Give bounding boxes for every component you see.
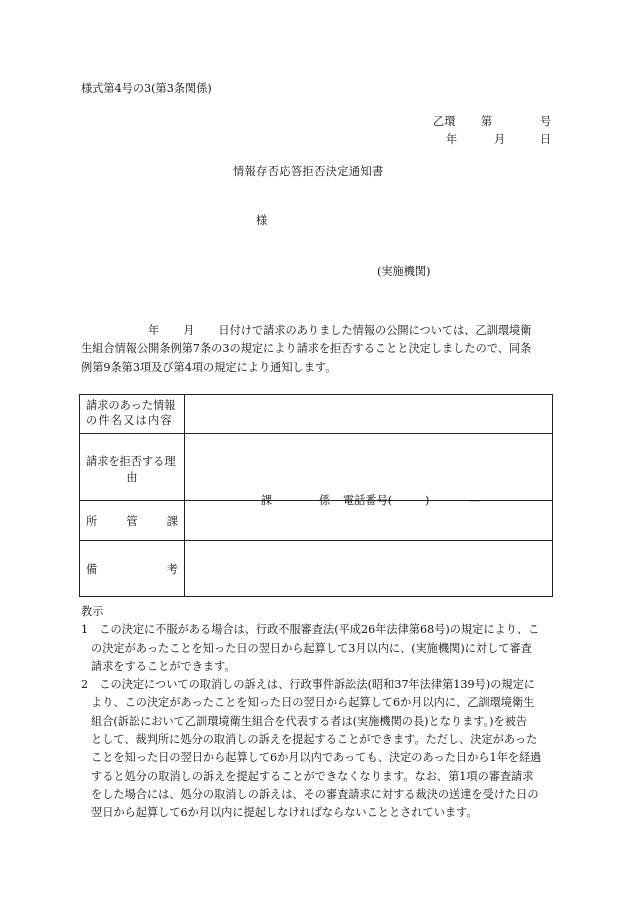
date-day: 日	[540, 133, 552, 146]
department-value	[185, 494, 553, 541]
date-year: 年	[446, 133, 458, 146]
label-line: 請求を拒否する理	[86, 455, 176, 468]
instructions-heading: 教示	[81, 605, 104, 618]
doc-no-mid: 第	[481, 115, 493, 128]
request-details-table	[79, 394, 553, 597]
note-2-line: をした場合には、処分の取消しの訴えは、その審査請求に対する裁決の送達を受けた日の	[91, 787, 539, 801]
date-month: 月	[494, 133, 506, 146]
dept-ka: 課	[261, 494, 273, 507]
requested-info-value	[185, 395, 553, 434]
phone-label: 電話番号(	[343, 494, 393, 507]
body-year: 年	[148, 324, 160, 337]
appeal-instructions	[81, 603, 556, 823]
note-2-line: より、この決定があったことを知った日の翌日から起算して6か月以内に、乙訓環境衛生	[91, 696, 535, 710]
note-1-line: 請求をすることができます。	[91, 659, 236, 673]
remarks-char-1: 備	[86, 562, 98, 576]
department-label	[80, 501, 185, 541]
remarks-value	[185, 541, 553, 597]
table-row	[80, 434, 553, 501]
remarks-label	[80, 541, 185, 597]
dept-kakari: 係	[319, 494, 331, 507]
table-row	[80, 395, 553, 434]
remarks-char-2: 考	[166, 562, 178, 576]
form-number: 様式第4号の3(第3条関係)	[81, 82, 212, 95]
note-1-line: 1 この決定に不服がある場合は、行政不服審査法(平成26年法律第68号)の規定により、こ	[81, 623, 540, 637]
table-row	[80, 541, 553, 597]
note-2-line: 2 この決定についての取消しの訴えは、行政事件訴訟法(昭和37年法律第139号)の規定に	[81, 678, 535, 692]
document-title: 情報存否応答拒否決定通知書	[233, 165, 384, 178]
requested-info-label	[80, 395, 185, 434]
refusal-reason-value	[185, 434, 553, 501]
label-line: 請求のあった情報	[86, 399, 176, 412]
addressee-honorific: 様	[256, 214, 268, 227]
body-month: 月	[183, 324, 195, 337]
notification-body	[81, 322, 553, 377]
note-1-line: の決定があったことを知った日の翌日から起算して3月以内に、(実施機関)に対して審査	[91, 641, 532, 655]
label-line: 由	[126, 471, 138, 484]
table-row	[80, 501, 553, 541]
dept-char-1: 所	[86, 514, 98, 528]
refusal-reason-label	[80, 434, 185, 501]
note-2-line: 翌日から起算して6か月以内に提起しなければならないこととされています。	[91, 806, 478, 820]
note-2-line: すると処分の取消しの訴えを提起することができなくなります。なお、第1項の審査請求	[91, 769, 534, 783]
dept-char-2: 管	[126, 514, 138, 528]
issuing-agency: (実施機関)	[377, 265, 431, 278]
doc-no-suffix: 号	[540, 115, 552, 128]
body-line-1-rest: 日付けで請求のありました情報の公開については、乙訓環境衛	[218, 324, 532, 337]
body-line-3: 例第9条第3項及び第4項の規定により通知します。	[81, 360, 337, 374]
note-2-line: 組合(訴訟において乙訓環境衛生組合を代表する者は(実施機関の長)となります。)を被告	[91, 714, 528, 728]
note-2-line: ことを知った日の翌日から起算して6か月以内であっても、決定のあった日から1年を経過	[91, 751, 542, 765]
label-line: の件名又は内容	[86, 414, 173, 427]
phone-close-paren: )	[425, 494, 430, 507]
note-2-line: として、裁判所に処分の取消しの訴えを提起することができます。ただし、決定があった	[91, 733, 538, 747]
body-line-1	[81, 322, 553, 340]
doc-no-prefix: 乙環	[433, 115, 456, 128]
phone-dash: ―	[469, 494, 481, 507]
dept-char-3: 課	[166, 514, 178, 528]
body-line-2: 生組合情報公開条例第7条の3の規定により請求を拒否することと決定しましたので、同条	[81, 342, 532, 356]
